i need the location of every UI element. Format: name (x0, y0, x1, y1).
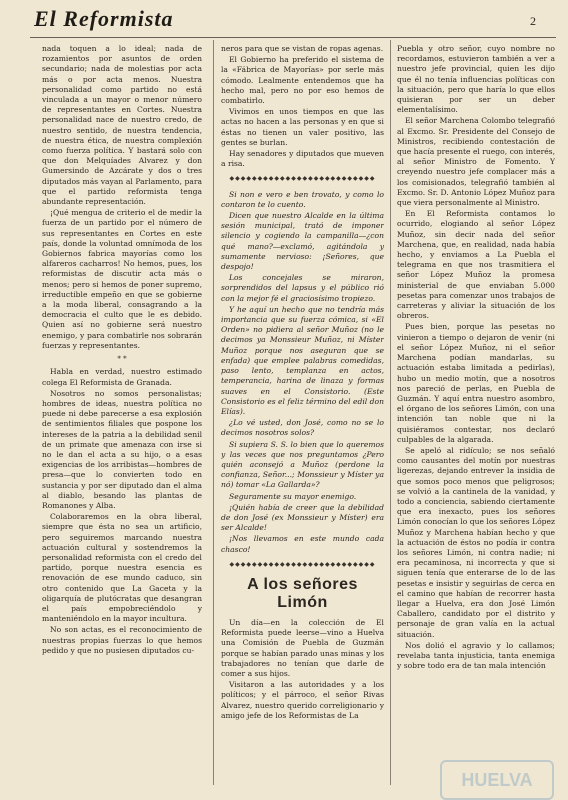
paragraph: Seguramente su mayor enemigo. (229, 491, 357, 501)
masthead-title: El Reformista (34, 6, 174, 31)
paragraph: Dicen que nuestro Alcalde en la última sesión municipal, trató de imponer silencio y cogiendo la campanilla—¿con qué mano?—exclamó, agitándola y sumamente nervioso: ¡Señores, que despojo! (221, 211, 384, 272)
paragraph: nada toquen a lo ideal; nada de rozamientos por asuntos de orden secundario; nada de molestias por acta más o por acta menos. Nuestra personalidad como partido no está vinculada a un mayor o menor número de representantes en Cortes. Nuestra personalidad nace de nuestro credo, de nuestro sentido, de nuestra tendencia, de nuestra ética, de nuestra complexión como fuerza política. Y bastará solo con que don Melquíades Alvarez y don Gumersindo de Azcárate y dos o tres diputados más vayan al Parlamento, para que el partido reformista tenga abundante representación. (42, 44, 202, 207)
paragraph: Un día—en la colección de El Reformista puede leerse—vino a Huelva una Comisión de Puebla de Guzmán porque se habían parado unas minas y los trabajadores no tenían que darle de comer a sus hijos. (221, 617, 384, 678)
column-2 (221, 44, 384, 784)
decorative-separator: ◆◆◆◆◆◆◆◆◆◆◆◆◆◆◆◆◆◆◆◆◆◆◆◆◆◆ (229, 175, 376, 183)
paragraph: Habla en verdad, nuestro estimado colega El Reformista de Granada. (42, 367, 202, 387)
paragraph: Pues bien, porque las pesetas no vinieron a tiempo o dejaron de venir (ni el señor López Muñoz, ni el señor Marchena podían mandarlas, su actuación estaba limitada a pedirlas), hubo un medio motín, que a nosotros nos pareció de perlas, en Puebla de Guzmán. Y aquí entra nuestro asombro, el órgano de los señores Limón, con una intención tan noble que ni la quisiéramos contestar, nos declaró culpables de la algarada. (397, 322, 555, 444)
paragraph: Visitaron a las autoridades y a los políticos; y el párroco, el señor Rivas Alvarez, nuestro querido correligionario y amigo jefe de los Reformistas de La (221, 680, 384, 720)
page-number: 2 (530, 14, 536, 28)
paragraph: ¡Quién había de creer que la debilidad de don José (ex Monssieur y Míster) era ser Alcalde! (221, 502, 384, 533)
paragraph: Vivimos en unos tiempos en que las actas no hacen a las personas y en que si éstas no tienen un valer positivo, las gentes se burlan. (221, 107, 384, 147)
paragraph: Se apeló al ridículo; se nos señaló como causantes del motín por nuestras ligerezas, dejando entrever la insidia de que somos poco menos que peligrosos; se volvió a la cantinela de la vanidad, y todo a conciencia, sabiendo ciertamente que era inexacto, pues los señores Limón conocían lo que los señores López Muñoz y Marchena habían hecho y que la actuación de éstos no podía ir contra los señores Limón, ni contra nadie; ni era pecaminosa, ni incorrecta y que si siguen tenía que enterarse de lo de las pesetas e insistir y seguirlas de cerca en el camino que habían de recorrer hasta llegar a Huelva, era don José Limón Caballero, candidato por el distrito y personaje de gran valía en la actual situación. (397, 445, 555, 639)
decorative-separator: ◆◆◆◆◆◆◆◆◆◆◆◆◆◆◆◆◆◆◆◆◆◆◆◆◆◆ (229, 560, 376, 568)
paragraph: No son actas, es el reconocimiento de nuestras propias fuerzas lo que hemos pedido y que no pusiesen diputados cu- (42, 625, 202, 655)
paragraph: Si supiera S. S. lo bien que lo queremos y las veces que nos preguntamos ¿Pero quién aconsejó a Muñoz (perdone la confianza, Señor...; Monssieur y Míster ya nó) tomar «La Gallarda»? (221, 439, 384, 490)
column-3 (397, 44, 555, 784)
paragraph: Nosotros no somos personalistas; hombres de ideas, nuestra política no puede ni debe parecerse a esa explosión de sentimientos filiales que pospone los intereses de la patria a la debilidad senil de un primate que amenaza con irse si no le dan el acta a su hijo, o a esas exigencias de los arribistas—hombres de presa—que lo convierten todo en sustancia y por ser diputado dan el alma al diablo, besando las plantas de Romanones y Alba. (42, 388, 202, 510)
paragraph: ¡Nos llevamos en este mundo cada chasco! (221, 534, 384, 554)
column-1 (42, 44, 202, 784)
paragraph: Hay senadores y diputados que mueven a risa. (221, 149, 384, 169)
paragraph: Si non e vero e ben trovato, y como lo contaron te lo cuento. (221, 189, 384, 209)
paragraph: Puebla y otro señor, cuyo nombre no recordamos, estuvieron también a ver a nuestro jefe provincial, quien les dijo que él no tenía influencias políticas con la situación, pero que haría lo que ellos quisieran por ser un deber elementalísimo. (397, 44, 555, 115)
paragraph: El Gobierno ha preferido el sistema de la «Fábrica de Mayorías» por serle más cómodo. Lealmente entendemos que ha hecho mal, pero no por eso hemos de combatirlo. (221, 55, 384, 106)
paragraph: En El Reformista contamos lo ocurrido, elogiando al señor López Muñoz, sin decir nada del señor Marchena, que, en realidad, nada había hecho, y enviamos a La Puebla el telegrama en que nos trasmitiera el señor López Muñoz la promesa ministerial de que enviaban 5.000 pesetas para comenzar unos trabajos de carreteras y aliviar la situación de los obreros. (397, 209, 555, 321)
article-heading: A los señores Limón (247, 575, 358, 611)
header-rule (30, 37, 556, 38)
paragraph: Y he aquí un hecho que no tendría más importancia que su fuerza cómica, si «El Orden» no pidiera al señor Muñoz (no le decimos ya Monssieur Muñoz, ni Míster Muñoz porque nos aseguran que se enfada) que emplee palabras comedidas, paso lento, templanza en actos, temperancia, harina de linaza y formas suaves en el Consistorio. (Este Consistorio es el feliz término del edil don Elías). (221, 304, 384, 416)
paragraph: Colaboraremos en la obra liberal, siempre que ésta no sea un artificio, pero seguiremos marcando nuestra actuación cultural y sostendremos la personalidad reformista con el credo del partido, porque nuestra esencia es renovación de ese mundo caduco, sin otro contenido que La Gaceta y la oligarquía de plutócratas que desangran el país empobreciéndolo y manteniéndolo en la mayor incultura. (42, 512, 202, 624)
paragraph: ¡Qué mengua de criterio el de medir la fuerza de un partido por el número de sus representantes en Cortes en este país, donde la voluntad omnímoda de los Gobiernos fabrica mayorías como los alfareros cacharros! No hemos, pues, los reformistas de discutir acta más o menos; pero si hemos de poner supremo, irreductible empeño en que se gobierne a la moda liberal, consagrando a la democracia el culto que le es debido. Quien así no gobierne será nuestro enemigo, y para combatirle nos sobrarán fuerzas y representantes. (42, 208, 202, 350)
column-divider-1 (213, 40, 214, 785)
column-divider-2 (390, 40, 391, 785)
section-stars: * * (117, 355, 127, 364)
paragraph: ¿Lo vé usted, don José, como no se lo decimos nosotros solos? (221, 418, 384, 438)
paragraph: neros para que se vistan de ropas agenas. (221, 44, 384, 53)
paragraph: Los concejales se miraron, sorprendidos del lapsus y el público rió con la mejor fé el graciosísimo tropiezo. (221, 273, 384, 303)
paragraph: El señor Marchena Colombo telegrafió al Excmo. Sr. Presidente del Consejo de Ministros, recibiendo contestación de que hacía presente el ruego, con interés, al señor Ministro de Fomento. Y creyendo nuestro jefe complacer más a los comisionados, telegrafió también al Excmo. Sr. D. Antonio López Muñoz para que viera personalmente al Ministro. (397, 116, 555, 208)
library-stamp: HUELVA (440, 760, 554, 800)
paragraph: Nos dolió el agravio y lo callamos; revelaba tanta injusticia, tanta enemiga y sobre todo era de tan mala intención (397, 640, 555, 671)
